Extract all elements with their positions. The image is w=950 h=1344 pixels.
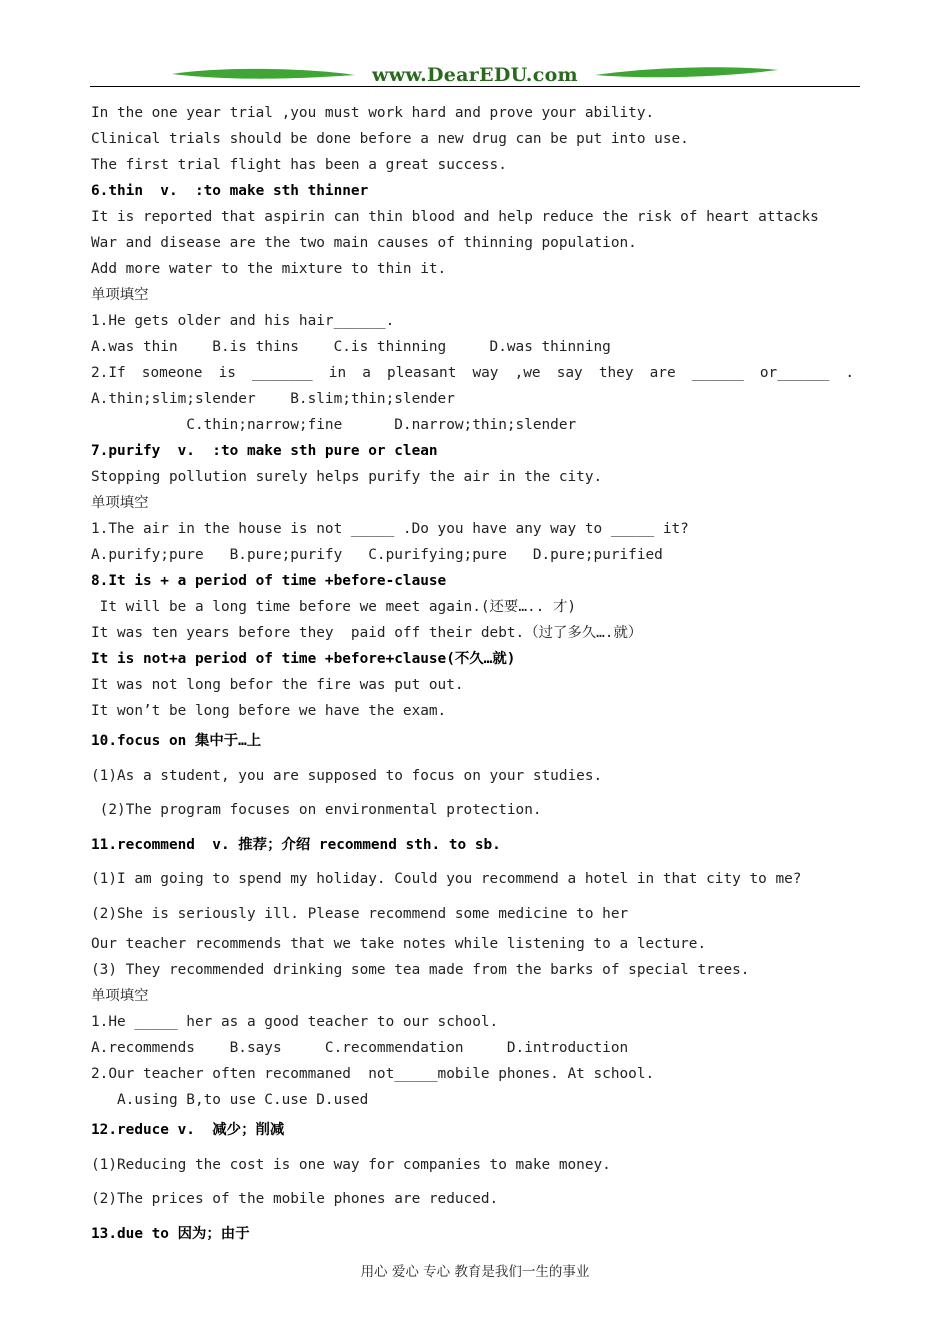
- text-line: (2)The program focuses on environmental protection.: [91, 802, 542, 818]
- text-line: A.using B,to use C.use D.used: [91, 1092, 369, 1108]
- text-line: 13.due to 因为；由于: [91, 1225, 250, 1242]
- text-line: Our teacher recommends that we take notes while listening to a lecture.: [91, 936, 707, 952]
- word: ______: [691, 365, 744, 381]
- text-line: (2)She is seriously ill. Please recommend some medicine to her: [91, 905, 629, 922]
- site-logo-text: www.DearEDU.com: [372, 64, 578, 86]
- word: 2.If: [91, 365, 126, 381]
- text-line: C.thin;narrow;fine D.narrow;thin;slender: [91, 417, 577, 433]
- text-line: 11.recommend v. 推荐；介绍 recommend sth. to sb.: [91, 836, 501, 853]
- word: ,we: [514, 365, 541, 381]
- text-line: 1.He _____ her as a good teacher to our school.: [91, 1014, 499, 1030]
- text-line: (1)Reducing the cost is one way for companies to make money.: [91, 1156, 611, 1173]
- word: say: [556, 365, 583, 381]
- text-line: 7.purify v. :to make sth pure or clean: [91, 443, 438, 459]
- text-line: Stopping pollution surely helps purify the air in the city.: [91, 469, 603, 485]
- text-line: 单项填空: [91, 287, 149, 303]
- text-line: 1.He gets older and his hair______.: [91, 313, 395, 329]
- text-line: (1)I am going to spend my holiday. Could you recommend a hotel in that city to me?: [91, 871, 802, 887]
- text-line: A.was thin B.is thins C.is thinning D.was thinning: [91, 339, 611, 355]
- text-line: It was not long befor the fire was put out.: [91, 677, 464, 693]
- text-line: It is reported that aspirin can thin blood and help reduce the risk of heart attacks: [91, 209, 819, 225]
- word: someone: [141, 365, 203, 381]
- word: way: [472, 365, 499, 381]
- text-line: 12.reduce v. 减少；削减: [91, 1122, 285, 1138]
- word: is: [218, 365, 236, 381]
- word: pleasant: [387, 365, 457, 381]
- text-line: 10.focus on 集中于…上: [91, 733, 262, 749]
- text-line: [91, 360, 854, 386]
- page-footer: 用心 爱心 专心 教育是我们一生的事业: [360, 1264, 590, 1280]
- text-line: 单项填空: [91, 495, 149, 511]
- text-line: 6.thin v. :to make sth thinner: [91, 183, 369, 199]
- header-rule: [90, 86, 860, 87]
- text-line: (3) They recommended drinking some tea made from the barks of special trees.: [91, 962, 750, 978]
- word: a: [362, 365, 371, 381]
- text-line: It won’t be long before we have the exam.: [91, 703, 447, 719]
- text-line: It is not+a period of time +before+clause(不久…就): [91, 651, 516, 667]
- text-line: War and disease are the two main causes of thinning population.: [91, 235, 637, 251]
- text-line: A.purify;pure B.pure;purify C.purifying;pure D.pure;purified: [91, 547, 663, 563]
- text-line: In the one year trial ,you must work hard and prove your ability.: [91, 105, 655, 121]
- text-line: It was ten years before they paid off their debt.（过了多久….就）: [91, 625, 643, 641]
- word: are: [649, 365, 676, 381]
- word: _______: [252, 365, 313, 381]
- word: in: [328, 365, 347, 381]
- word: .: [845, 365, 854, 381]
- text-line: A.thin;slim;slender B.slim;thin;slender: [91, 391, 455, 407]
- text-line: (1)As a student, you are supposed to focus on your studies.: [91, 767, 603, 784]
- word: they: [598, 365, 634, 381]
- text-line: 1.The air in the house is not _____ .Do you have any way to _____ it?: [91, 521, 689, 537]
- text-line: Clinical trials should be done before a new drug can be put into use.: [91, 131, 689, 147]
- text-line: A.recommends B.says C.recommendation D.introduction: [91, 1040, 629, 1056]
- document-body: [91, 100, 861, 1251]
- text-line: It will be a long time before we meet again.(还要….. 才): [91, 599, 577, 615]
- text-line: (2)The prices of the mobile phones are reduced.: [91, 1191, 499, 1207]
- text-line: 2.Our teacher often recommaned not_____mobile phones. At school.: [91, 1066, 655, 1082]
- text-line: 8.It is + a period of time +before-clause: [91, 573, 447, 589]
- text-line: 单项填空: [91, 988, 149, 1004]
- text-line: The first trial flight has been a great success.: [91, 157, 507, 173]
- text-line: Add more water to the mixture to thin it.: [91, 261, 447, 277]
- word: or______: [759, 365, 830, 381]
